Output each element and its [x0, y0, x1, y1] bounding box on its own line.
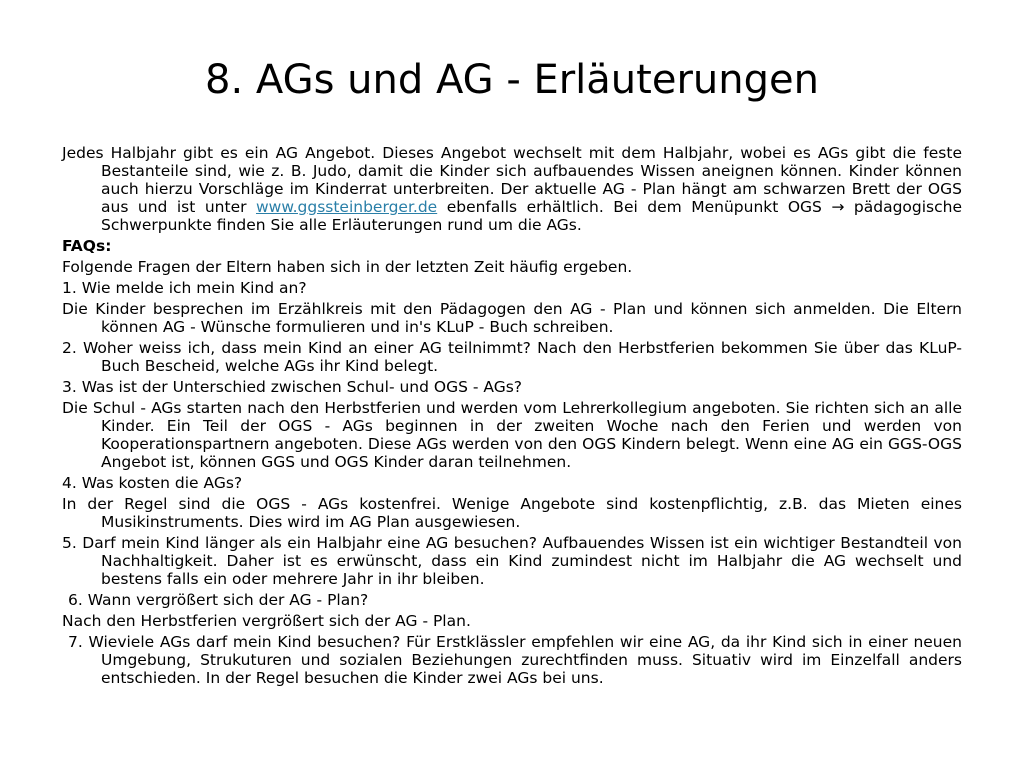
faq-item-5 [62, 534, 962, 588]
faq-item-2 [62, 339, 962, 375]
faq-question-1: 1. Wie melde ich mein Kind an? [62, 279, 307, 297]
faq-question-5: 5. Darf mein Kind länger als ein Halbjahr eine AG besuchen? [62, 534, 537, 552]
intro-paragraph [62, 144, 962, 234]
intro-text-part-2: ebenfalls erhältlich. Bei dem Menüpunkt OGS [437, 198, 832, 216]
slide-title: 8. AGs und AG - Erläuterungen [205, 57, 819, 103]
faq-question-7: 7. Wieviele AGs darf mein Kind besuchen? [68, 633, 401, 651]
faq-answer-4: In der Regel sind die OGS - AGs kostenfrei. Wenige Angebote sind kostenpflichtig, z.B. das Mieten eines Musikinstruments. Dies wird im AG Plan ausgewiesen. [62, 495, 962, 531]
faq-answer-1: Die Kinder besprechen im Erzählkreis mit den Pädagogen den AG - Plan und können sich anmelden. Die Eltern können AG - Wünsche formulieren und in's KLuP - Buch schreiben. [62, 300, 962, 336]
intro-text-part-1: Jedes Halbjahr gibt es ein AG Angebot. Dieses Angebot wechselt mit dem Halbjahr, wobei es AGs gibt die feste Bestanteile sind, wie z. B. Judo, damit die Kinder sich aufbauendes Wissen aneignen können. Kinder können auch hierzu Vorschläge im Kinderrat unterbreiten. Der aktuelle AG - Plan hängt am schwarzen Brett der OGS aus und ist unter [62, 144, 962, 216]
slide-body [62, 144, 962, 690]
intro-text-part-3: pädagogische Schwerpunkte finden Sie alle Erläuterungen rund um die AGs. [101, 198, 963, 234]
faq-question-3: 3. Was ist der Unterschied zwischen Schul- und OGS - AGs? [62, 378, 523, 396]
faq-item-7 [62, 633, 962, 687]
faq-question-6: 6. Wann vergrößert sich der AG - Plan? [68, 591, 369, 609]
faq-answer-6: Nach den Herbstferien vergrößert sich der AG - Plan. [62, 612, 471, 630]
faq-question-4: 4. Was kosten die AGs? [62, 474, 243, 492]
arrow-right-icon: → [831, 198, 845, 216]
faq-answer-7: Für Erstklässler empfehlen wir eine AG, da ihr Kind sich in einer neuen Umgebung, Strukuturen und sozialen Beziehungen zurechtfinden muss. Situativ wird im Einzelfall anders entschieden. In der Regel besuchen die Kinder zwei AGs bei uns. [101, 633, 962, 687]
faq-answer-5: Aufbauendes Wissen ist ein wichtiger Bestandteil von Nachhaltigkeit. Daher ist es erwünscht, dass ein Kind zumindest nicht im Halbjahr die AG wechselt und bestens falls ein oder mehrere Jahr in ihr bleiben. [101, 534, 962, 588]
faq-answer-3: Die Schul - AGs starten nach den Herbstferien und werden vom Lehrerkollegium angeboten. Sie richten sich an alle Kinder. Ein Teil der OGS - AGs beginnen in der zweiten Woche nach den Ferien und werden von Kooperationspartnern angeboten. Diese AGs werden von den OGS Kindern belegt. Wenn eine AG ein GGS-OGS Angebot ist, können GGS und OGS Kinder daran teilnehmen. [62, 399, 962, 471]
faq-intro: Folgende Fragen der Eltern haben sich in der letzten Zeit häufig ergeben. [62, 258, 633, 276]
faq-heading: FAQs: [62, 237, 112, 255]
website-link[interactable]: www.ggssteinberger.de [255, 198, 438, 216]
faq-question-2: 2. Woher weiss ich, dass mein Kind an einer AG teilnimmt? [62, 339, 531, 357]
faq-answer-2: Nach den Herbstferien bekommen Sie über das KLuP-Buch Bescheid, welche AGs ihr Kind belegt. [101, 339, 962, 375]
